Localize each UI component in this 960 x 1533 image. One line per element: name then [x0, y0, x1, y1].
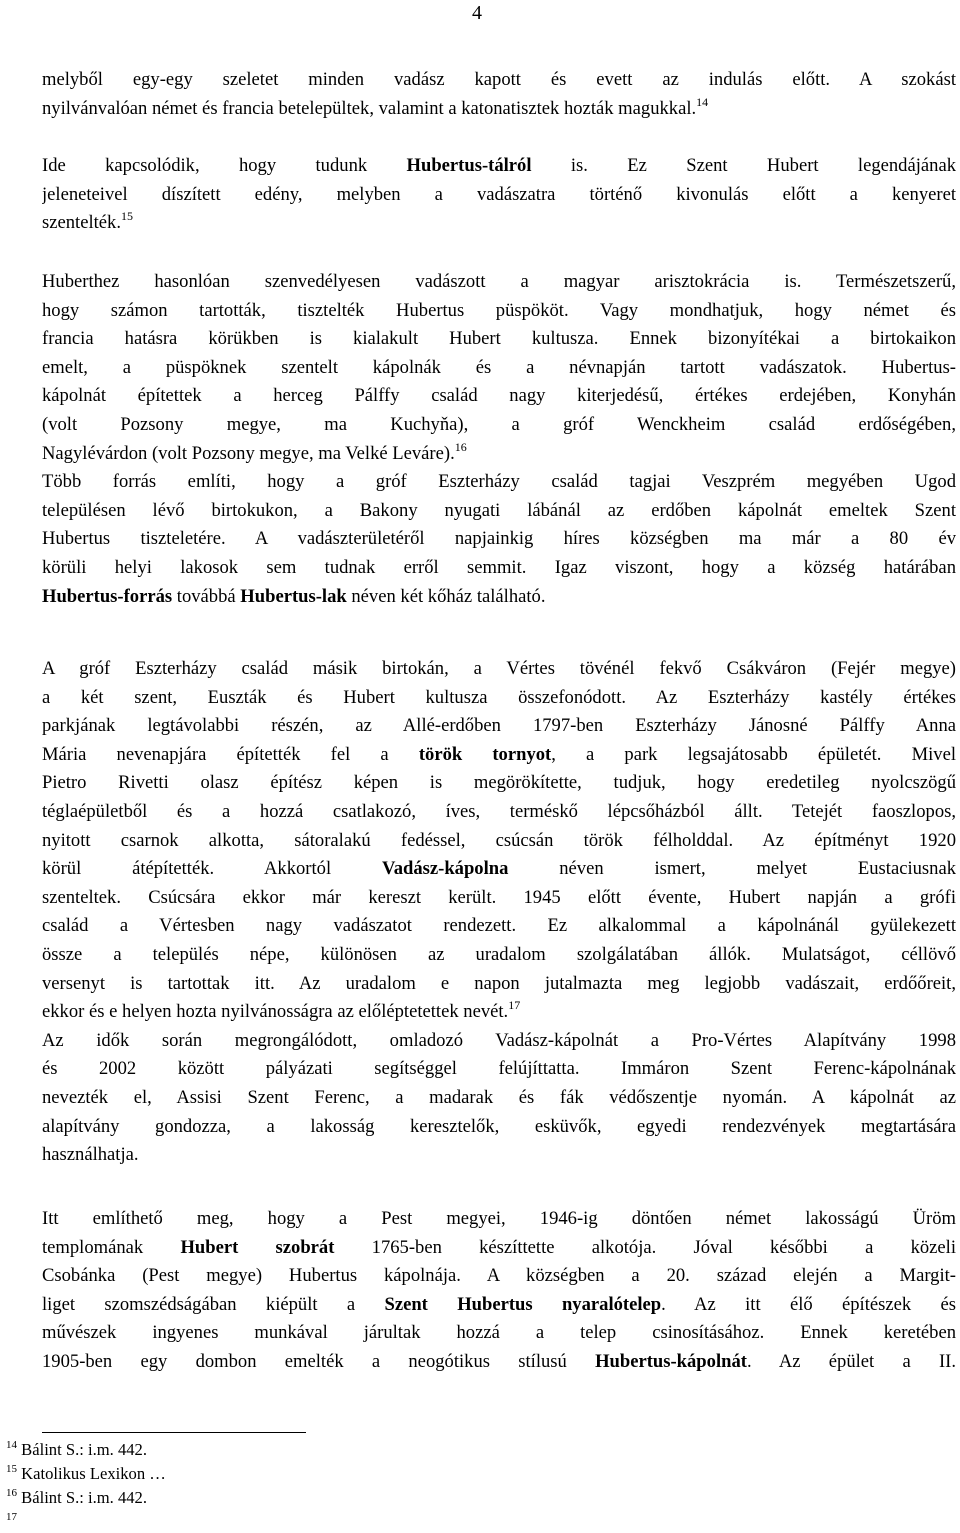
text-line: Csobánka (Pest megye) Hubertus kápolnája. A községben a 20. század elején a Margit- [42, 1265, 956, 1287]
text-line: melyből egy-egy szeletet minden vadász kapott és evett az indulás előtt. A szokást [42, 69, 956, 90]
text-line: liget szomszédságában kiépült a Szent Hubertus nyaralótelep. Az itt élő építészek és [42, 1293, 956, 1315]
footnote-number: 17 [6, 1511, 17, 1523]
footnote-ref[interactable]: 17 [508, 998, 521, 1013]
bold-term: Hubert szobrát [180, 1236, 335, 1258]
text-line: emelt, a püspöknek szentelt kápolnák és a névnapján tartott vadászatok. Hubertus- [42, 356, 956, 378]
text-line: Nagylévárdon (volt Pozsony megye, ma Velké Leváre).$^{16}$ [42, 439, 467, 464]
text-line: össze a település népe, különösen az uradalom szolgálatában állók. Mulatságot, céllövő [42, 943, 956, 965]
footnote-item [6, 1512, 306, 1532]
text-line: használhatja. [42, 1144, 139, 1166]
footnote-item [6, 1440, 306, 1460]
footnote-number: 14 [6, 1439, 17, 1451]
text-line: parkjának legtávolabbi részén, az Allé-erdőben 1797-ben Eszterházy Jánosné Pálffy Anna [42, 715, 956, 737]
paragraph-intro [42, 66, 956, 123]
text-line: francia hatásra körükben is kialakult Hubert kultusza. Ennek bizonyítékai a birtokaikon [42, 328, 956, 350]
bold-term: Hubertus-tálról [406, 155, 532, 176]
text-line: művészek ingyenes munkával járultak hozzá a telep csinosításához. Ennek keretében [42, 1322, 956, 1344]
text-line: A gróf Eszterházy család másik birtokán, a Vértes tövénél fekvő Csákváron (Fejér megye) [42, 658, 956, 679]
text-line: és 2002 között pályázati segítséggel felújíttatta. Immáron Szent Ferenc-kápolnának [42, 1058, 956, 1080]
text-line: Pietro Rivetti olasz építész képen is megörökítette, tudjuk, hogy eredetileg nyolcszögű [42, 772, 956, 794]
text-line: szenteltek. Csúcsára ekkor már kereszt került. 1945 előtt évente, Hubert napján a grófi [42, 886, 956, 908]
text-line: család a Vértesben nagy vadászatot rendezett. Ez alkalommal a kápolnánál gyülekezett [42, 915, 956, 937]
text-line: Mária nevenapjára építették fel a török tornyot, a park legsajátosabb épületét. Mivel [42, 743, 956, 765]
footnote-number: 16 [6, 1487, 17, 1499]
footnote-text: Bálint S.: i.m. 442. [17, 1440, 147, 1459]
bold-term: Szent Hubertus nyaralótelep [384, 1293, 662, 1315]
text-line: versenyt is tartottak itt. Az uradalom e napon jutalmazta meg legjobb vadászait, erdőőreit, [42, 972, 956, 994]
text-line: Huberthez hasonlóan szenvedélyesen vadászott a magyar arisztokrácia is. Természetszerű, [42, 271, 956, 292]
page-number: 4 [472, 2, 482, 24]
text-line: 1905-ben egy dombon emelték a neogótikus stílusú Hubertus-kápolnát. Az épület a II. [42, 1350, 956, 1372]
text-line: nevezték el, Assisi Szent Ferenc, a madarak és fák védőszentje nyomán. A kápolnát az [42, 1086, 956, 1108]
text-line: kápolnát építettek a herceg Pálffy család nagy kiterjedésű, értékes erdejében, Konyhán [42, 385, 956, 407]
text-line: Hubertus-forrás továbbá Hubertus-lak néven két kőház található. [42, 585, 546, 607]
footnote-text: Bálint S.: i.m. 442. [17, 1488, 147, 1507]
footnote-number: 15 [6, 1463, 17, 1475]
text-line: hogy számon tartották, tisztelték Hubertus püspököt. Vagy mondhatjuk, hogy német és [42, 299, 956, 321]
bold-term: török tornyot [418, 743, 552, 765]
footnote-separator [42, 1432, 306, 1433]
footnote-item [6, 1464, 306, 1484]
text-line: településen lévő birtokukon, a Bakony nyugati lábánál az erdőben kápolnát emeltek Szent [42, 499, 956, 521]
text-line: nyilvánvalóan német és francia betelepültek, valamint a katonatisztek hozták magukkal.$^{14}$ [42, 94, 709, 119]
footnote-item [6, 1488, 306, 1508]
text-line: (volt Pozsony megye, ma Kuchyňa), a gróf Wenckheim család erdőségében, [42, 413, 956, 435]
bold-term: Hubertus-lak [240, 585, 347, 607]
text-line: a két szent, Euszták és Hubert kultusza összefonódott. Az Eszterházy kastély értékes [42, 686, 956, 708]
text-line: szentelték.$^{15}$ [42, 209, 133, 234]
bold-term: Hubertus-forrás [42, 585, 173, 607]
bold-term: Hubertus-kápolnát [595, 1350, 747, 1372]
text-line: Több forrás említi, hogy a gróf Eszterházy család tagjai Veszprém megyében Ugod [42, 471, 956, 493]
text-line: Itt említhető meg, hogy a Pest megyei, 1946-ig döntően német lakosságú Üröm [42, 1208, 956, 1229]
text-line: alapítvány gondozza, a lakosság keresztelők, esküvők, egyedi rendezvények megtartására [42, 1115, 956, 1137]
paragraph-csakvar [42, 655, 956, 1170]
text-line: Hubertus tiszteletére. A vadászterületéről napjainkig híres községben ma már a 80 év [42, 528, 956, 550]
text-line: Az idők során megrongálódott, omladozó Vadász-kápolnát a Pro-Vértes Alapítvány 1998 [42, 1029, 956, 1051]
text-line: téglaépületből és a hozzá csatlakozó, íves, terméskő lépcsőházból állt. Tetejét faoszlopos, [42, 800, 956, 822]
footnote-ref[interactable]: 14 [696, 94, 709, 109]
text-line: körül átépítették. Akkortól Vadász-kápolna néven ismert, melyet Eustaciusnak [42, 858, 956, 880]
text-line: körüli helyi lakosok sem tudnak erről semmit. Igaz viszont, hogy a község határában [42, 556, 956, 578]
text-line: jeleneteivel díszített edény, melyben a vadászatra történő kivonulás előtt a kenyeret [42, 183, 956, 205]
footnote-ref[interactable]: 15 [121, 209, 133, 224]
paragraph-urom-csobanka [42, 1205, 956, 1377]
footnote-text: Katolikus Lexikon … [17, 1464, 166, 1483]
footnote-ref[interactable]: 16 [454, 439, 467, 454]
paragraph-aristocracy [42, 268, 956, 611]
text-line: Ide kapcsolódik, hogy tudunk Hubertus-tálról is. Ez Szent Hubert legendájának [42, 155, 956, 176]
bold-term: Vadász-kápolna [381, 858, 509, 880]
paragraph-hubertus-tal [42, 152, 956, 238]
text-line: ekkor és e helyen hozta nyilvánosságra az előléptetettek nevét.$^{17}$ [42, 998, 521, 1023]
text-line: templomának Hubert szobrát 1765-ben készíttette alkotója. Jóval későbbi a közeli [42, 1236, 956, 1258]
text-line: nyitott csarnok alkotta, sátoralakú fedéssel, csúcsán török félholddal. Az építményt 1920 [42, 829, 956, 851]
